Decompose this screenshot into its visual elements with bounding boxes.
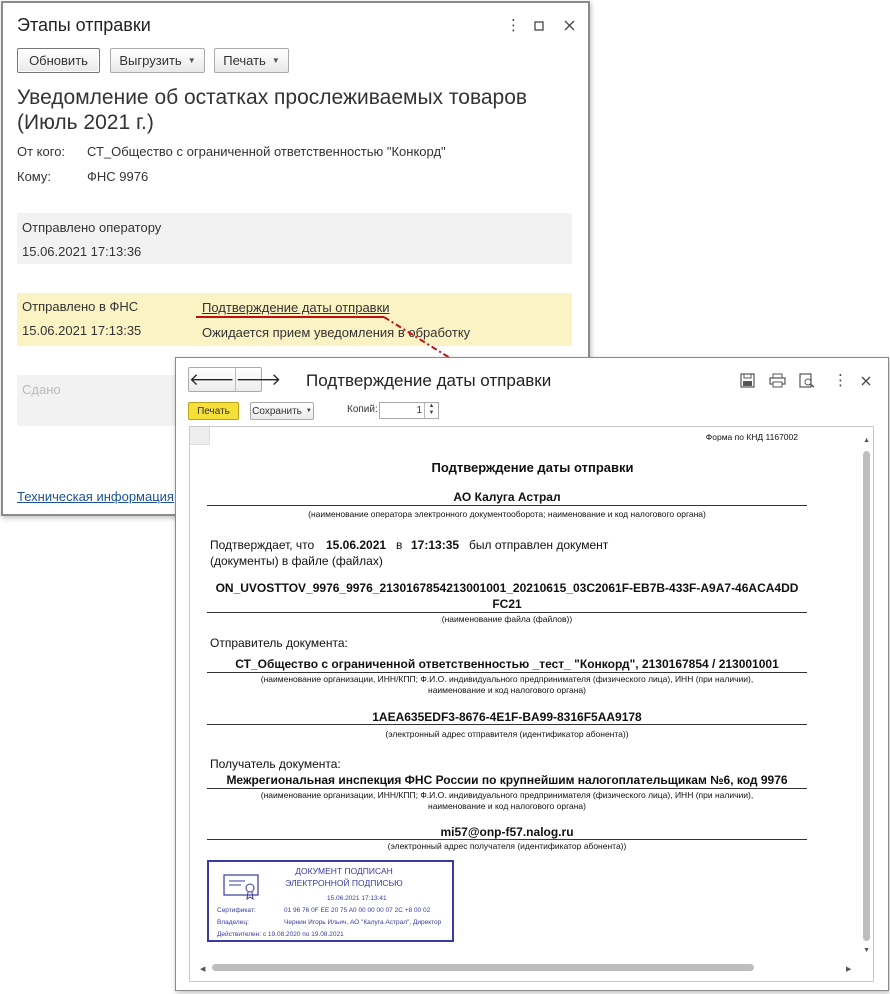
copies-stepper[interactable] — [379, 402, 439, 419]
kebab-icon[interactable]: ⋮ — [833, 372, 848, 389]
stage-date: 15.06.2021 17:13:36 — [22, 244, 142, 259]
scroll-right-icon[interactable]: ▶ — [846, 966, 852, 973]
stamp-valid: Действителен: с 19.08.2020 по 19.08.2021 — [217, 931, 344, 938]
sender-hint-2: наименование и код налогового органа) — [428, 685, 586, 695]
operator-name: АО Калуга Астрал — [453, 490, 561, 504]
to-label: Кому: — [17, 169, 51, 184]
recipient-email: mi57@onp-f57.nalog.ru — [440, 825, 574, 839]
stamp-datetime: 15.06.2021 17:13:41 — [327, 895, 387, 902]
refresh-label: Обновить — [29, 53, 88, 68]
document-sheet — [189, 426, 874, 982]
rule — [207, 788, 807, 789]
kebab-icon[interactable]: ⋮ — [506, 17, 521, 34]
stage-status: Ожидается прием уведомления в обработку — [202, 325, 471, 340]
confirmation-window — [175, 357, 889, 991]
close-icon[interactable] — [861, 374, 871, 389]
dropdown-caret-icon: ▼ — [187, 56, 196, 65]
scroll-up-icon[interactable]: ▲ — [863, 437, 870, 444]
dropdown-caret-icon: ▼ — [305, 408, 312, 414]
confirm-line2: (документы) в файле (файлах) — [210, 554, 383, 568]
navigation-buttons — [188, 367, 282, 392]
confirm-time: 17:13:35 — [411, 538, 460, 552]
stamp-title-2: ЭЛЕКТРОННОЙ ПОДПИСЬЮ — [285, 878, 403, 888]
scroll-down-icon[interactable]: ▼ — [863, 947, 870, 954]
stamp-cert-label: Сертификат: — [217, 907, 256, 914]
technical-info-link[interactable]: Техническая информация — [17, 489, 174, 504]
rule — [207, 505, 807, 506]
save-doc-button[interactable] — [250, 402, 314, 420]
print-doc-label: Печать — [197, 405, 230, 417]
sender-id-hint: (электронный адрес отправителя (идентификатор абонента)) — [385, 729, 629, 739]
stamp-owner-label: Владелец: — [217, 919, 249, 926]
print-icon[interactable] — [767, 371, 787, 389]
form-code: Форма по КНД 1167002 — [705, 432, 798, 442]
from-value: СТ_Общество с ограниченной ответственностью "Конкорд" — [87, 144, 446, 159]
print-label: Печать — [223, 53, 266, 68]
copies-value: 1 — [416, 405, 422, 416]
export-label: Выгрузить — [119, 53, 182, 68]
sender-id: 1AEA635EDF3-8676-4E1F-BA99-8316F5AA9178 — [372, 710, 642, 724]
sender-label: Отправитель документа: — [210, 636, 348, 650]
horizontal-scrollbar[interactable] — [212, 964, 754, 971]
stepper-arrows-icon[interactable]: ▲ ▼ — [424, 403, 438, 418]
window-title: Этапы отправки — [17, 15, 151, 35]
window-title: Подтверждение даты отправки — [306, 371, 552, 390]
stamp-owner-value: Чернин Игорь Ильич, АО "Калуга Астрал", Директор — [284, 919, 442, 926]
preview-icon[interactable] — [797, 371, 817, 389]
sheet-corner — [190, 427, 210, 445]
confirm-date: 15.06.2021 — [326, 538, 387, 552]
confirm-prefix: Подтверждает, что — [210, 538, 315, 552]
recipient-hint-2: наименование и код налогового органа) — [428, 801, 586, 811]
stage-label: Отправлено в ФНС — [22, 299, 139, 314]
to-value: ФНС 9976 — [87, 169, 149, 184]
recipient-label: Получатель документа: — [210, 757, 341, 771]
file-name-line2: FC21 — [492, 597, 522, 611]
sender-hint-1: (наименование организации, ИНН/КПП; Ф.И.О. индивидуального предпринимателя (физического лица), ИНН (при наличии), — [260, 674, 754, 684]
file-name-line1: ON_UVOSTTOV_9976_9976_2130167854213001001_20210615_03C2061F-EB7B-433F-A9A7-46ACA4DD — [215, 581, 799, 595]
doc-heading: Подтверждение даты отправки — [431, 460, 634, 475]
print-doc-button[interactable] — [188, 402, 239, 420]
copies-label: Копий: — [347, 404, 378, 415]
document-title: Уведомление об остатках прослеживаемых товаров (Июль 2021 г.) — [17, 86, 528, 134]
confirm-in: в — [396, 538, 403, 552]
vertical-scrollbar[interactable] — [863, 451, 870, 941]
confirmation-link[interactable]: Подтверждение даты отправки — [202, 300, 390, 315]
scroll-left-icon[interactable]: ◀ — [200, 966, 206, 973]
rule — [207, 724, 807, 725]
rule — [207, 612, 807, 613]
recipient-name: Межрегиональная инспекция ФНС России по крупнейшим налогоплательщикам №6, код 9976 — [226, 773, 788, 787]
back-arrow-icon[interactable]: 🡐 — [189, 369, 235, 389]
stage-label: Сдано — [22, 382, 61, 397]
save-icon[interactable] — [737, 371, 757, 389]
stamp-cert-value: 01 96 76 0F EE 20 75 A0 00 00 00 07 2C +8 00 02 — [284, 907, 431, 914]
recipient-hint-1: (наименование организации, ИНН/КПП; Ф.И.О. индивидуального предпринимателя (физического лица), ИНН (при наличии), — [260, 790, 754, 800]
stage-label: Отправлено оператору — [22, 220, 162, 235]
signature-stamp — [207, 860, 454, 942]
from-label: От кого: — [17, 144, 66, 159]
recipient-email-hint: (электронный адрес получателя (идентификатор абонента)) — [387, 841, 627, 851]
forward-arrow-icon[interactable]: 🡒 — [235, 368, 282, 391]
sender-name: СТ_Общество с ограниченной ответственностью _тест_ "Конкорд", 2130167854 / 213001001 — [235, 657, 779, 671]
file-hint: (наименование файла (файлов)) — [441, 614, 573, 624]
stamp-title-1: ДОКУМЕНТ ПОДПИСАН — [295, 866, 393, 876]
dropdown-caret-icon: ▼ — [271, 56, 280, 65]
rule — [207, 839, 807, 840]
rule — [207, 672, 807, 673]
save-doc-label: Сохранить — [252, 405, 302, 417]
stage-date: 15.06.2021 17:13:35 — [22, 323, 142, 338]
operator-hint: (наименование оператора электронного документооборота; наименование и код налогового органа) — [308, 509, 706, 519]
confirm-suffix: был отправлен документ — [469, 538, 609, 552]
